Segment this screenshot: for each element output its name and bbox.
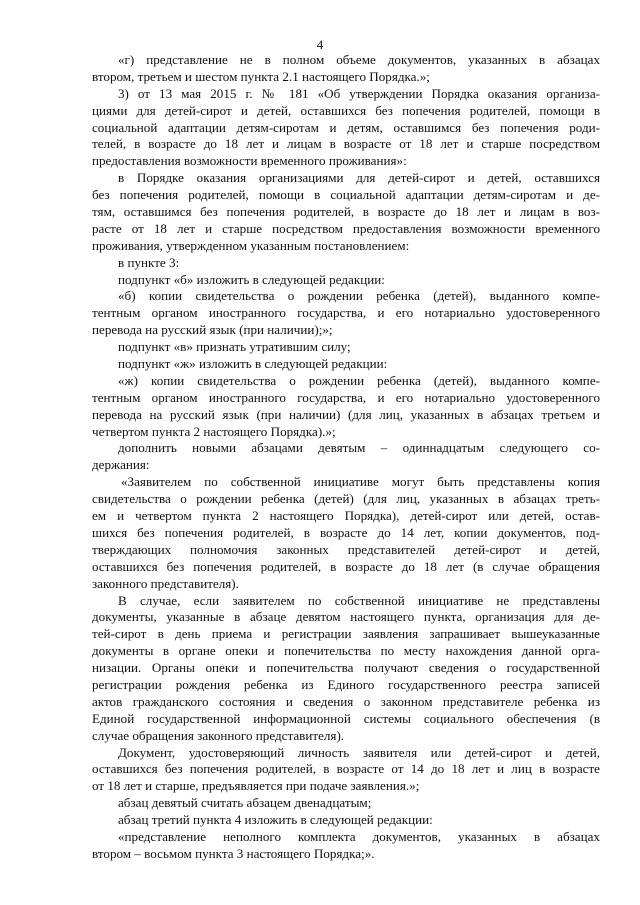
- text-line: в пункте 3:: [118, 254, 180, 270]
- text-line: подпункт «в» признать утратившим силу;: [118, 339, 351, 355]
- text-line: «г) представление не в полном объеме документов, указанных в абзацах: [118, 52, 600, 67]
- text-line: шихся без попечения родителей, в возрасте до 14 лет, копии документов, под-: [92, 524, 600, 540]
- text-line: оставшихся без попечения родителей, в возрасте от 14 до 18 лет и лиц в возрасте: [92, 761, 600, 777]
- text-line: втором, третьем и шестом пункта 2.1 настоящего Порядка.»;: [92, 68, 430, 84]
- text-line: «представление неполного комплекта документов, указанных в абзацах: [118, 828, 600, 844]
- text-line: дополнить новыми абзацами девятым – одиннадцатым следующего со-: [118, 440, 600, 456]
- text-line: втором – восьмом пункта 3 настоящего Порядка;».: [92, 845, 375, 861]
- text-line: низации. Органы опеки и попечительства получают сведения о государственной: [92, 660, 600, 676]
- text-line: оставшихся без попечения родителей, в возрасте до 18 лет (в случае обращения: [92, 558, 600, 574]
- text-line: «Заявителем по собственной инициативе могут быть представлены копия: [121, 474, 600, 490]
- text-line: В случае, если заявителем по собственной инициативе не представлены: [118, 592, 600, 608]
- text-line: расте от 18 лет и старше посредством предоставления возможности временного: [92, 220, 600, 236]
- text-line: «ж) копии свидетельства о рождении ребенка (детей), выданного компе-: [118, 372, 600, 388]
- text-line: держания:: [92, 457, 150, 473]
- text-line: перевода на русский язык (при наличии);»;: [92, 322, 333, 338]
- text-line: тям, оставшимся без попечения родителей, в возрасте до 18 лет и лицам в воз-: [92, 204, 600, 220]
- text-line: абзац третий пункта 4 изложить в следующей редакции:: [118, 812, 433, 828]
- text-line: тентным органом иностранного государства, и его нотариально удостоверенного: [92, 305, 600, 321]
- text-line: документы, указанные в абзаце девятом настоящего пункта, организация для де-: [92, 609, 600, 625]
- text-line: четвертом пункта 2 настоящего Порядка).»;: [92, 423, 336, 439]
- text-line: тей-сирот в день приема и регистрации заявления запрашивает вышеуказанные: [92, 626, 600, 642]
- text-line: тентным органом иностранного государства, и его нотариально удостоверенного: [92, 389, 600, 405]
- document-body: [92, 52, 600, 863]
- text-line: подпункт «ж» изложить в следующей редакции:: [118, 356, 388, 372]
- text-line: законного представителя).: [92, 575, 239, 591]
- text-line: свидетельства о рождении ребенка (детей) (для лиц, указанных в абзацах треть-: [92, 491, 600, 507]
- text-line: проживания, утвержденном указанным постановлением:: [92, 237, 410, 253]
- text-line: тверждающих полномочия законных представителей детей-сирот и детей,: [92, 541, 600, 557]
- text-line: от 18 лет и старше, предъявляется при подаче заявления.»;: [92, 778, 420, 794]
- text-line: случае обращения законного представителя).: [92, 727, 345, 743]
- text-line: Единой государственной информационной системы социального обеспечения (в: [92, 710, 600, 726]
- page-number: 4: [316, 37, 324, 52]
- text-line: предоставления возможности временного проживания»:: [92, 153, 407, 169]
- text-line: перевода на русский язык (при наличии) (для лиц, указанных в абзацах третьем и: [92, 406, 600, 422]
- text-line: 3) от 13 мая 2015 г. № 181 «Об утверждении Порядка оказания организа-: [118, 85, 600, 101]
- text-line: документы в органе опеки и попечительства по месту нахождения данной орга-: [92, 643, 600, 659]
- text-line: «б) копии свидетельства о рождении ребенка (детей), выданного компе-: [118, 288, 600, 304]
- text-line: без попечения родителей, помощи в социальной адаптации детям-сиротам и де-: [92, 187, 600, 203]
- text-line: подпункт «б» изложить в следующей редакции:: [118, 271, 385, 287]
- text-line: в Порядке оказания организациями для детей-сирот и детей, оставшихся: [118, 170, 600, 186]
- text-line: ем и четвертом пункта 2 настоящего Порядка), детей-сирот или детей, остав-: [92, 508, 600, 524]
- text-line: Документ, удостоверяющий личность заявителя или детей-сирот и детей,: [118, 744, 600, 760]
- text-line: социальной адаптации детям-сиротам и детям, оставшимся без попечения роди-: [92, 119, 600, 135]
- text-line: абзац девятый считать абзацем двенадцатым;: [118, 795, 372, 811]
- text-line: регистрации рождения ребенка из Единого государственного реестра записей: [92, 676, 600, 692]
- text-line: телей, в возрасте до 18 лет и лицам в возрасте от 18 лет и старше посредством: [92, 136, 600, 152]
- text-line: циями для детей-сирот и детей, оставшихся без попечения родителей, помощи в: [92, 102, 600, 118]
- text-line: актов гражданского состояния и сведения о законном представителе ребенка из: [92, 693, 600, 709]
